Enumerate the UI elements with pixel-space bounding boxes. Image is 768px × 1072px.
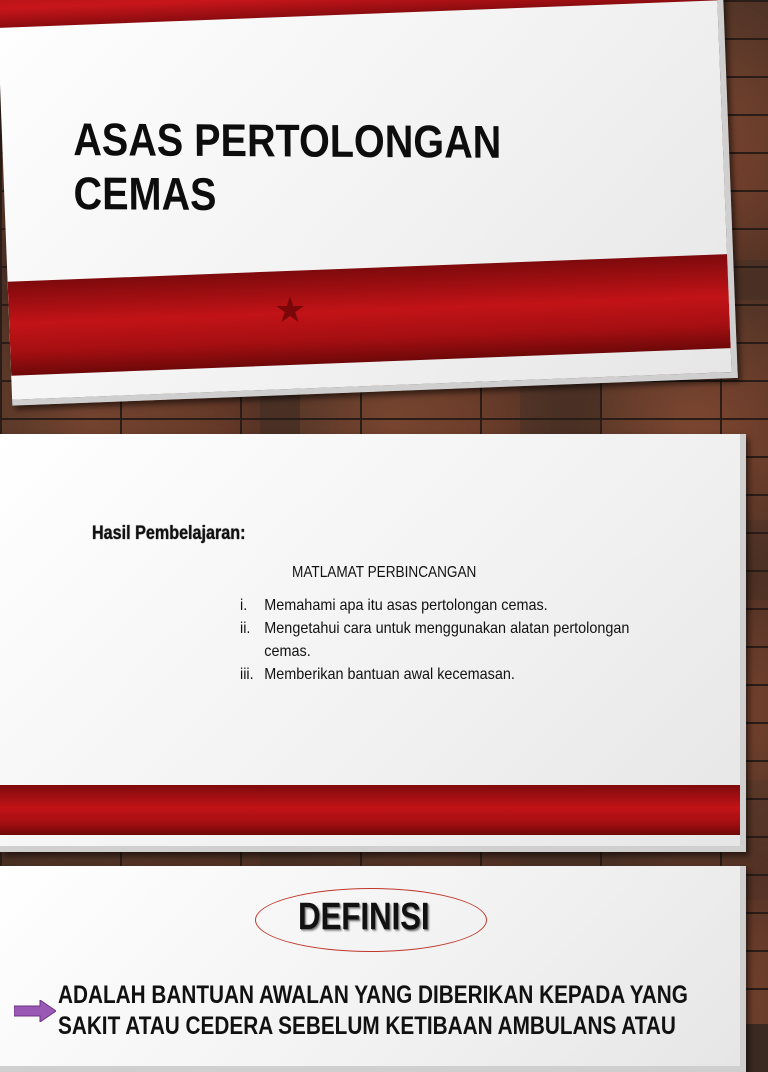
objectives-subheading: MATLAMAT PERBINCANGAN (292, 564, 477, 581)
list-item-text: Mengetahui cara untuk menggunakan alatan pertolongan cemas. (264, 620, 630, 660)
slide-outcomes[interactable] (0, 434, 746, 852)
list-item-number: ii. (240, 620, 251, 637)
list-item-text: Memahami apa itu asas pertolongan cemas. (264, 597, 548, 614)
definition-heading: DEFINISI (298, 896, 430, 938)
list-item-number: iii. (240, 666, 254, 683)
objectives-list (240, 594, 680, 686)
list-item (240, 617, 636, 663)
star-icon: ★ (273, 288, 307, 330)
list-item (240, 594, 636, 617)
slide-definition[interactable] (0, 866, 746, 1072)
list-item-text: Memberikan bantuan awal kecemasan. (264, 666, 515, 683)
definition-text: ADALAH BANTUAN AWALAN YANG DIBERIKAN KEPADA YANG SAKIT ATAU CEDERA SEBELUM KETIBAAN AMBULANS ATAU (58, 981, 688, 1040)
slide-title[interactable] (0, 0, 738, 406)
list-item (240, 663, 636, 686)
slide-title-text: ASAS PERTOLONGAN CEMAS (73, 113, 502, 221)
outcomes-heading: Hasil Pembelajaran: (92, 523, 246, 544)
red-band (8, 254, 731, 376)
red-band (0, 785, 740, 835)
top-red-bar (0, 0, 717, 28)
arrow-right-icon (14, 1000, 56, 1022)
list-item-number: i. (240, 597, 248, 614)
